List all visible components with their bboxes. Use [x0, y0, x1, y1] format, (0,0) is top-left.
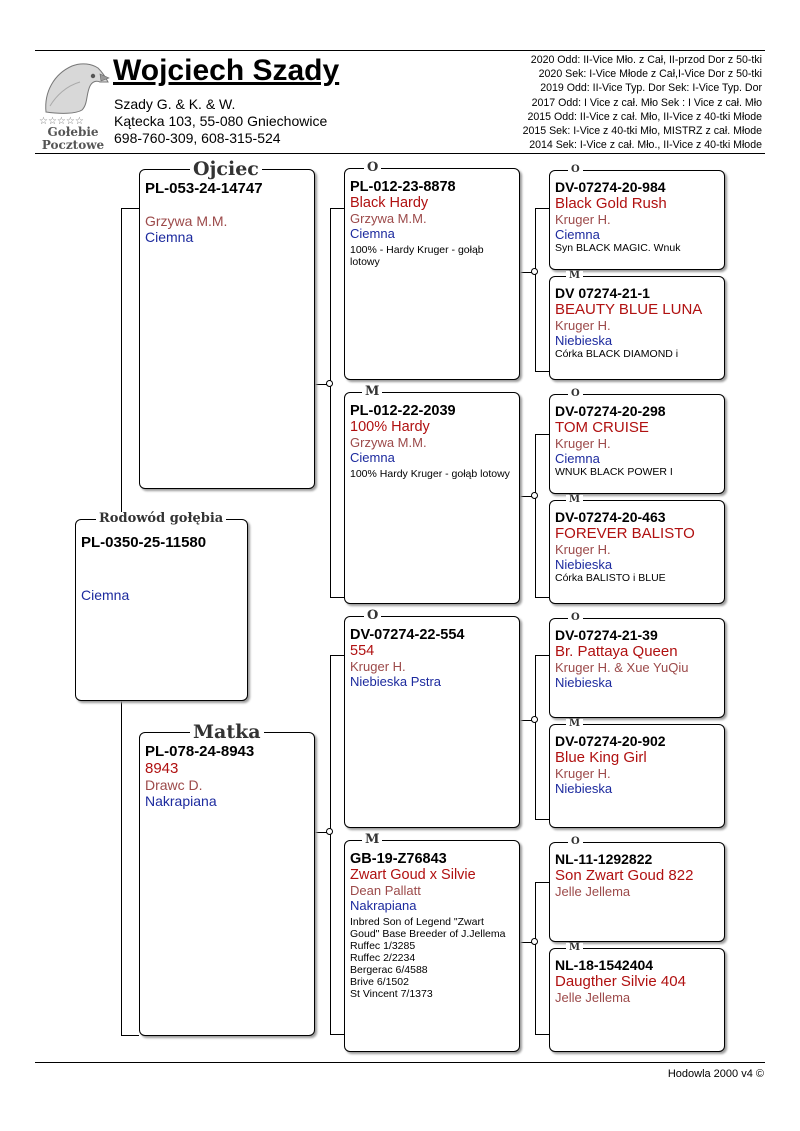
fm-name: 100% Hardy	[350, 419, 430, 435]
fmf-name: TOM CRUISE	[555, 419, 649, 436]
ff-color: Ciemna	[350, 226, 395, 241]
ff-breeder: Grzywa M.M.	[350, 211, 427, 226]
subject-ring: PL-0350-25-11580	[81, 534, 207, 551]
mm-result: Ruffec 1/3285	[350, 940, 416, 952]
mff-ring: DV-07274-21-39	[555, 627, 658, 643]
mfm-name: Blue King Girl	[555, 749, 647, 766]
mf-breeder: Kruger H.	[350, 659, 406, 674]
fmf-ring: DV-07274-20-298	[555, 403, 666, 419]
mother-legend: Matka	[190, 723, 264, 742]
mother-card[interactable]	[139, 732, 315, 1036]
mm-legend: M	[362, 833, 382, 846]
mother-color: Nakrapiana	[145, 793, 217, 809]
ffm-note: Córka BLACK DIAMOND i	[555, 348, 679, 360]
ffm-name: BEAUTY BLUE LUNA	[555, 301, 703, 318]
fm-breeder: Grzywa M.M.	[350, 435, 427, 450]
mmm-breeder: Jelle Jellema	[555, 990, 631, 1005]
subject-pigeon-card[interactable]	[75, 519, 248, 701]
ffm-card[interactable]	[549, 276, 725, 380]
mfm-card[interactable]	[549, 724, 725, 828]
father-ring: PL-053-24-14747	[145, 180, 263, 197]
mm-note: Inbred Son of Legend "Zwart Goud" Base Breeder of J.Jellema	[350, 916, 506, 940]
mmf-name: Son Zwart Goud 822	[555, 867, 694, 884]
mf-legend: O	[364, 609, 381, 622]
achievement-line: 2017 Odd: I Vice z cał. Mło Sek : I Vice z cał. Mło	[531, 96, 762, 109]
mmf-legend: O	[568, 837, 583, 847]
fmm-ring: DV-07274-20-463	[555, 509, 666, 525]
mmf-ring: NL-11-1292822	[555, 851, 653, 867]
mf-color: Niebieska Pstra	[350, 674, 442, 689]
header-top-rule	[35, 50, 765, 51]
fmm-color: Niebieska	[555, 557, 613, 572]
header-bottom-rule	[35, 153, 765, 154]
father-breeder: Grzywa M.M.	[145, 213, 228, 229]
subject-color: Ciemna	[81, 587, 130, 603]
fmf-legend: O	[568, 389, 583, 399]
fff-legend: O	[568, 165, 583, 175]
mmf-breeder: Jelle Jellema	[555, 884, 631, 899]
mm-color: Nakrapiana	[350, 898, 417, 913]
fmm-name: FOREVER BALISTO	[555, 525, 695, 542]
achievement-line: 2019 Odd: II-Vice Typ. Dor Sek: I-Vice Typ. Dor	[540, 82, 762, 95]
owner-subtitle: Szady G. & K. & W.	[114, 96, 236, 112]
logo-text-line-2: Pocztowe	[41, 138, 105, 152]
owner-name: Wojciech Szady	[113, 54, 340, 87]
mf-ring: DV-07274-22-554	[350, 627, 465, 643]
fff-breeder: Kruger H.	[555, 212, 611, 227]
mff-legend: O	[568, 613, 583, 623]
mm-result: Bergerac 6/4588	[350, 964, 428, 976]
ff-name: Black Hardy	[350, 195, 429, 211]
paternal-grandfather-card[interactable]	[344, 168, 520, 380]
fmf-breeder: Kruger H.	[555, 436, 611, 451]
mm-result: Ruffec 2/2234	[350, 952, 416, 964]
owner-phones: 698-760-309, 608-315-524	[114, 130, 281, 146]
mm-ring: GB-19-Z76843	[350, 851, 447, 867]
paternal-grandmother-card[interactable]	[344, 392, 520, 604]
achievement-line: 2020 Odd: II-Vice Mło. z Cał, II-przod Dor z 50-tki	[530, 54, 762, 66]
mm-breeder: Dean Pallatt	[350, 883, 421, 898]
mff-color: Niebieska	[555, 675, 613, 690]
mfm-breeder: Kruger H.	[555, 766, 611, 781]
mff-breeder: Kruger H. & Xue YuQiu	[555, 660, 689, 675]
fm-ring: PL-012-22-2039	[350, 403, 456, 419]
mm-result: St Vincent 7/1373	[350, 988, 433, 1000]
ffm-ring: DV 07274-21-1	[555, 285, 650, 301]
mff-name: Br. Pattaya Queen	[555, 643, 678, 660]
footer-rule	[35, 1062, 765, 1063]
fff-name: Black Gold Rush	[555, 195, 667, 212]
maternal-grandmother-card[interactable]	[344, 840, 520, 1052]
mmf-card[interactable]	[549, 842, 725, 942]
mother-breeder: Drawc D.	[145, 777, 203, 793]
svg-text:☆☆☆☆☆: ☆☆☆☆☆	[39, 116, 84, 127]
achievement-line: 2014 Sek: I-Vice z cał. Mło., II-Vice z 40-tki Młode	[529, 139, 762, 152]
fmf-note: WNUK BLACK POWER I	[555, 466, 673, 478]
achievement-line: 2015 Sek: I-Vice z 40-tki Mło, MISTRZ z cał. Młode	[522, 125, 762, 138]
mm-name: Zwart Goud x Silvie	[350, 867, 476, 883]
fm-note: 100% Hardy Kruger - gołąb lotowy	[350, 468, 510, 480]
logo-text-line-1: Gołebie	[47, 125, 99, 139]
ffm-legend: M	[566, 271, 583, 281]
ff-legend: O	[364, 161, 381, 174]
subject-legend: Rodowód gołębia	[96, 512, 226, 525]
fff-color: Ciemna	[555, 227, 600, 242]
mfm-legend: M	[566, 719, 583, 729]
fff-note: Syn BLACK MAGIC. Wnuk	[555, 242, 681, 254]
mf-name: 554	[350, 643, 375, 659]
achievement-line: 2020 Sek: I-Vice Młode z Cał,I-Vice Dor z 50-tki	[538, 68, 762, 81]
fmm-note: Córka BALISTO i BLUE	[555, 572, 666, 584]
mfm-color: Niebieska	[555, 781, 613, 796]
father-card[interactable]	[139, 169, 315, 489]
mmm-name: Daugther Silvie 404	[555, 973, 686, 990]
mmm-ring: NL-18-1542404	[555, 957, 654, 973]
mff-card[interactable]	[549, 618, 725, 718]
fff-card[interactable]	[549, 170, 725, 270]
fmm-legend: M	[566, 495, 583, 505]
ffm-breeder: Kruger H.	[555, 318, 611, 333]
fmm-breeder: Kruger H.	[555, 542, 611, 557]
fmf-card[interactable]	[549, 394, 725, 494]
fmm-card[interactable]	[549, 500, 725, 604]
maternal-grandfather-card[interactable]	[344, 616, 520, 828]
achievement-line: 2015 Odd: II-Vice z cał. Mło, II-Vice z 40-tki Młode	[527, 110, 762, 123]
fm-legend: M	[362, 385, 382, 398]
software-credit: Hodowla 2000 v4 ©	[667, 1068, 764, 1080]
father-color: Ciemna	[145, 229, 194, 245]
fmf-color: Ciemna	[555, 451, 600, 466]
ff-note: 100% - Hardy Kruger - gołąb lotowy	[350, 244, 484, 268]
achievements-list	[523, 53, 762, 152]
mm-result: Brive 6/1502	[350, 976, 409, 988]
pigeon-logo	[36, 56, 110, 152]
mmm-card[interactable]	[549, 948, 725, 1052]
fm-color: Ciemna	[350, 450, 395, 465]
mother-ring: PL-078-24-8943	[145, 743, 255, 760]
mother-name: 8943	[145, 760, 179, 777]
fff-ring: DV-07274-20-984	[555, 179, 666, 195]
mfm-ring: DV-07274-20-902	[555, 733, 666, 749]
ffm-color: Niebieska	[555, 333, 613, 348]
mmm-legend: M	[566, 943, 583, 953]
owner-address: Kątecka 103, 55-080 Gniechowice	[114, 113, 328, 129]
ff-ring: PL-012-23-8878	[350, 179, 456, 195]
father-legend: Ojciec	[190, 160, 262, 179]
